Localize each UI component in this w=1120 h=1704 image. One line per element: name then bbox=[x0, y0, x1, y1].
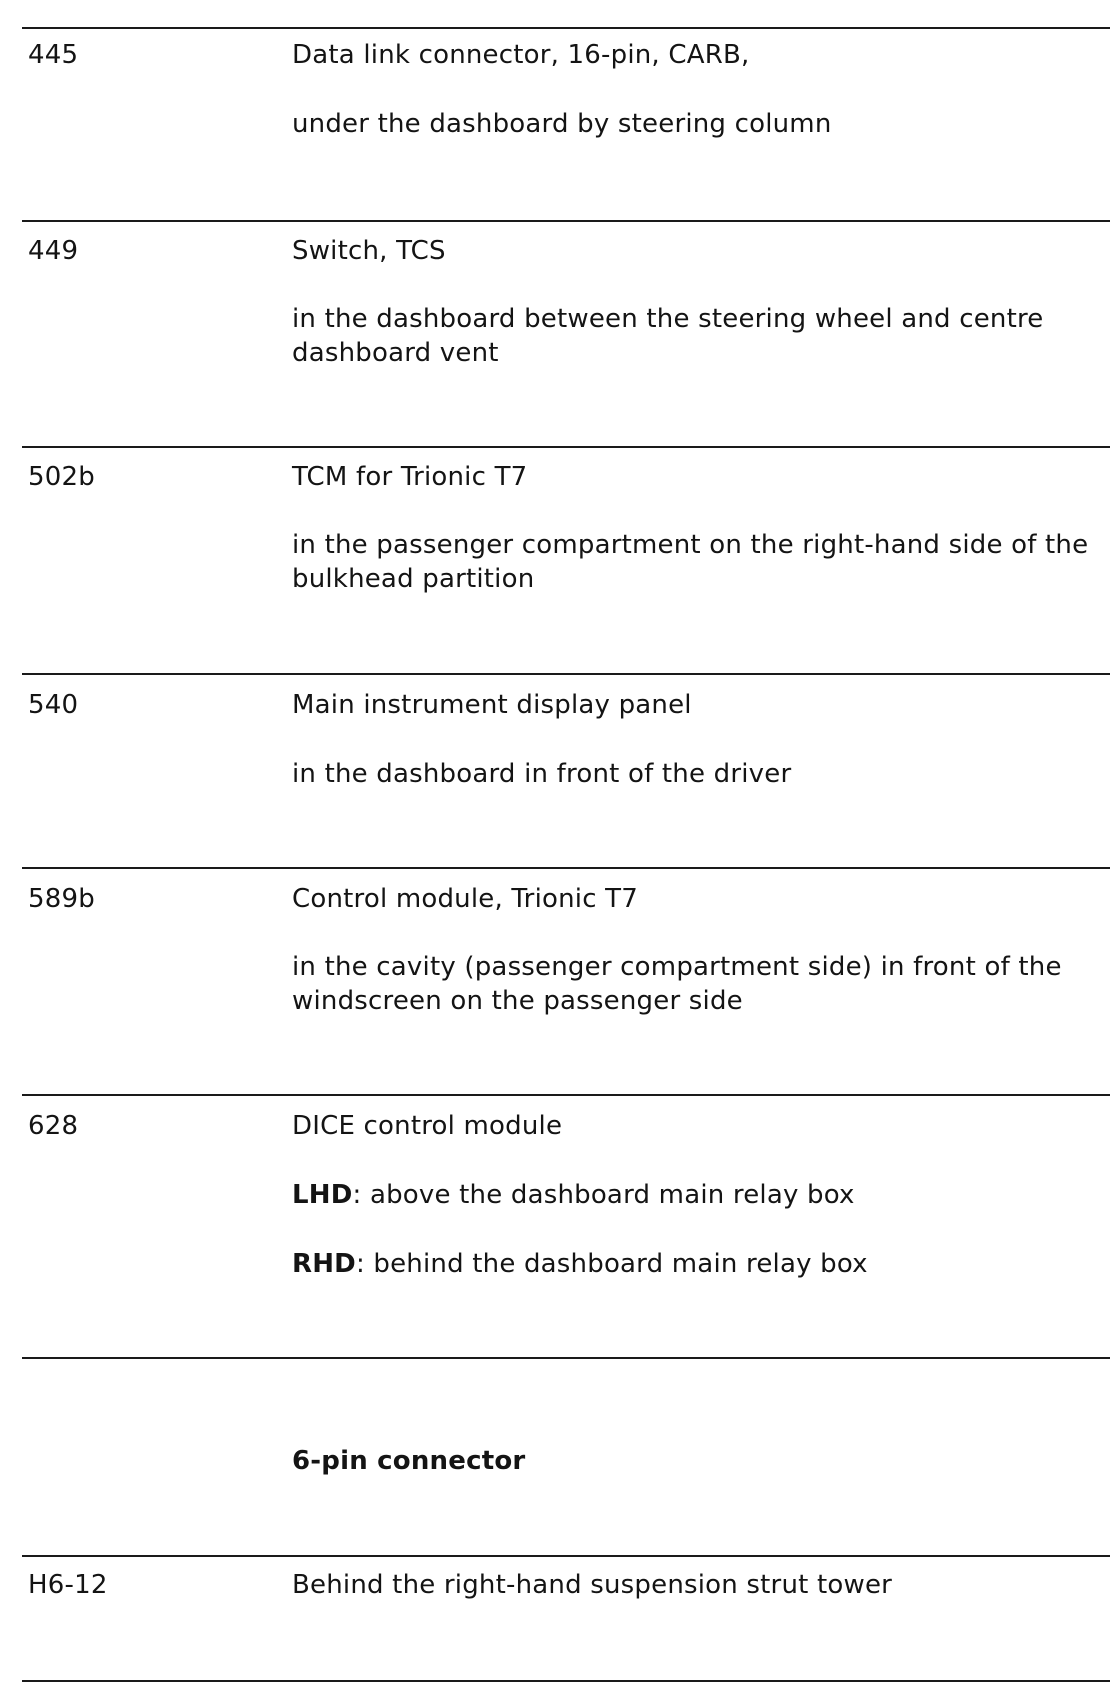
divider bbox=[22, 867, 1110, 869]
component-title: Control module, Trionic T7 bbox=[292, 884, 638, 914]
component-code: 502b bbox=[28, 462, 95, 492]
component-title: DICE control module bbox=[292, 1111, 563, 1141]
lhd-text: : above the dashboard main relay box bbox=[352, 1180, 855, 1210]
component-code: 540 bbox=[28, 690, 79, 720]
section-heading: 6-pin connector bbox=[292, 1446, 526, 1476]
lhd-label: LHD bbox=[292, 1180, 353, 1210]
component-code: 445 bbox=[28, 40, 79, 70]
component-code: 589b bbox=[28, 884, 95, 914]
component-location: in the dashboard between the steering wheel and centre dashboard vent bbox=[292, 304, 1044, 368]
component-title: TCM for Trionic T7 bbox=[292, 462, 528, 492]
divider bbox=[22, 220, 1110, 222]
divider bbox=[22, 673, 1110, 675]
component-title: Switch, TCS bbox=[292, 236, 446, 266]
divider bbox=[22, 27, 1110, 29]
divider bbox=[22, 1357, 1110, 1359]
divider bbox=[22, 1555, 1110, 1557]
component-code: 628 bbox=[28, 1111, 79, 1141]
component-location: in the dashboard in front of the driver bbox=[292, 759, 792, 789]
connector-location: Behind the right-hand suspension strut tower bbox=[292, 1570, 893, 1600]
component-title: Main instrument display panel bbox=[292, 690, 692, 720]
component-location: under the dashboard by steering column bbox=[292, 109, 832, 139]
component-code: 449 bbox=[28, 236, 79, 266]
rhd-text: : behind the dashboard main relay box bbox=[355, 1249, 868, 1279]
component-title: Data link connector, 16-pin, CARB, bbox=[292, 40, 750, 70]
component-location: in the cavity (passenger compartment side) in front of the windscreen on the passenger side bbox=[292, 952, 1062, 1016]
connector-code: H6-12 bbox=[28, 1570, 108, 1600]
lhd-location bbox=[292, 1178, 1104, 1212]
divider bbox=[22, 446, 1110, 448]
component-location: in the passenger compartment on the right-hand side of the bulkhead partition bbox=[292, 530, 1089, 594]
divider bbox=[22, 1680, 1110, 1682]
rhd-label: RHD bbox=[292, 1249, 356, 1279]
divider bbox=[22, 1094, 1110, 1096]
rhd-location bbox=[292, 1247, 1104, 1281]
